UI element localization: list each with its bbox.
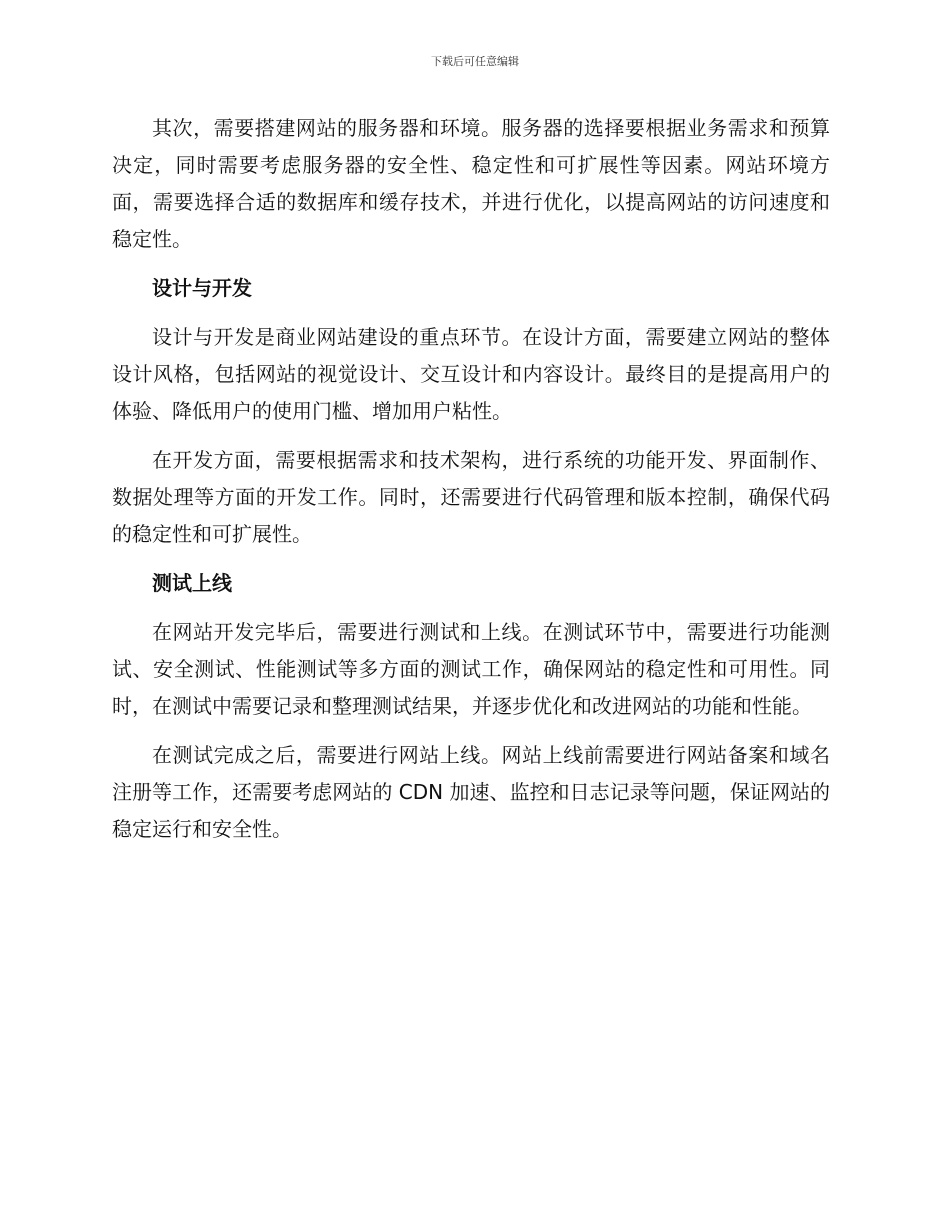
paragraph-design: 设计与开发是商业网站建设的重点环节。在设计方面，需要建立网站的整体设计风格，包括网站的视觉设计、交互设计和内容设计。最终目的是提高用户的体验、降低用户的使用门槛、增加用户粘性。 bbox=[112, 325, 830, 423]
paragraph-development: 在开发方面，需要根据需求和技术架构，进行系统的功能开发、界面制作、数据处理等方面的开发工作。同时，还需要进行代码管理和版本控制，确保代码的稳定性和可扩展性。 bbox=[112, 448, 830, 546]
paragraph-launch: 在测试完成之后，需要进行网站上线。网站上线前需要进行网站备案和域名注册等工作，还需要考虑网站的 CDN 加速、监控和日志记录等问题，保证网站的稳定运行和安全性。 bbox=[112, 743, 830, 841]
heading-design-development: 设计与开发 bbox=[152, 276, 252, 300]
paragraph-server-environment: 其次，需要搭建网站的服务器和环境。服务器的选择要根据业务需求和预算决定，同时需要考虑服务器的安全性、稳定性和可扩展性等因素。网站环境方面，需要选择合适的数据库和缓存技术，并进行优化，以提高网站的访问速度和稳定性。 bbox=[112, 116, 830, 251]
page-header: 下载后可任意编辑 bbox=[431, 55, 519, 68]
paragraph-testing: 在网站开发完毕后，需要进行测试和上线。在测试环节中，需要进行功能测试、安全测试、性能测试等多方面的测试工作，确保网站的稳定性和可用性。同时，在测试中需要记录和整理测试结果，并逐步优化和改进网站的功能和性能。 bbox=[112, 620, 830, 718]
heading-testing-launch: 测试上线 bbox=[152, 571, 232, 595]
document-body bbox=[112, 110, 830, 860]
